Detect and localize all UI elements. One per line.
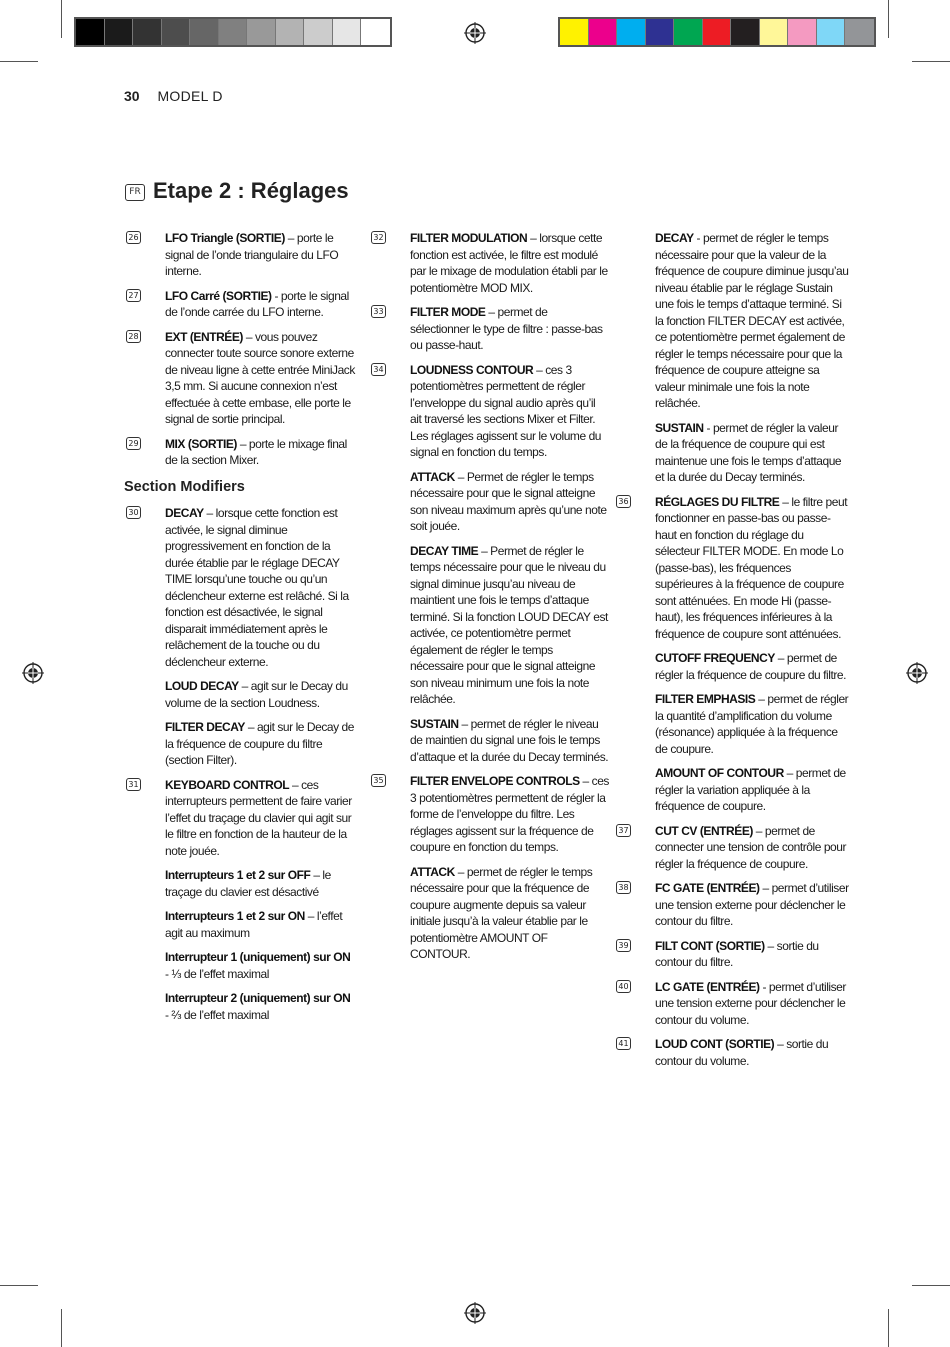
calibration-swatch	[219, 19, 248, 45]
sub-entry	[124, 990, 356, 1023]
entry-term: LOUD DECAY	[165, 679, 239, 693]
entry-text: – le traçage du clavier est désactivé	[165, 868, 331, 899]
entry-text: – lorsque cette fonction est activée, le signal diminue progressivement en fonction de la durée établie par le réglage DECAY TIME lorsqu’une touche ou qu’un déclencheur externe est relâché. Si la fonction est désactivée, le signal disparait immédiatement après le relâchement de la touche ou du déclencheur externe.	[165, 506, 349, 669]
entry-34	[369, 362, 609, 461]
entry-term: LOUDNESS CONTOUR	[410, 362, 534, 377]
entry-term: DECAY	[165, 506, 204, 520]
entry-text: – ces 3 potentiomètres permettent de régler l’enveloppe du signal audio après qu’il ait traversé les sections Mixer et Filter. Les réglages agissent sur le volume du signal en fonction du temps.	[410, 362, 602, 459]
entry-term: EXT (ENTRÉE)	[165, 329, 243, 344]
entry-39	[614, 938, 850, 971]
sub-entry	[124, 719, 356, 769]
item-number-badge: 29	[126, 437, 141, 450]
calibration-swatch	[560, 19, 589, 45]
registration-mark-icon	[464, 1302, 486, 1324]
calibration-swatch	[760, 19, 789, 45]
calibration-swatch	[845, 19, 874, 45]
entry-text: - permet d’utiliser une tension externe pour déclencher le contour du volume.	[655, 979, 846, 1027]
entry-text: – ces interrupteurs permettent de faire varier l’effet du traçage du clavier qui agit sur le filtre en fonction de la hauteur de la note jouée.	[165, 777, 352, 858]
entry-term: LOUD CONT (SORTIE)	[655, 1037, 775, 1051]
entry-41	[614, 1036, 850, 1069]
item-number-badge: 38	[616, 881, 631, 894]
sub-entry	[124, 678, 356, 711]
sub-entry	[369, 543, 609, 708]
entry-29	[124, 436, 356, 469]
entry-35	[369, 773, 609, 856]
entry-text: - porte le signal de l’onde carrée du LFO interne.	[165, 288, 349, 319]
calibration-swatch	[133, 19, 162, 45]
calibration-swatch	[589, 19, 618, 45]
calibration-swatch	[617, 19, 646, 45]
entry-27	[124, 288, 356, 321]
item-number-badge: 40	[616, 980, 631, 993]
entry-text: – Permet de régler le temps nécessaire pour que le signal atteigne son niveau maximum après qu’une note soit jouée.	[410, 469, 607, 533]
entry-26	[124, 230, 356, 280]
entry-text: – porte le mixage final de la section Mixer.	[165, 436, 347, 467]
sub-entry	[614, 420, 850, 486]
item-number-badge: 32	[371, 231, 386, 244]
entry-term: FC GATE (ENTRÉE)	[655, 881, 760, 895]
item-number-badge: 26	[126, 231, 141, 244]
entry-text: – permet de régler le niveau de maintien du signal une fois le temps d’attaque et la durée du Decay terminés.	[410, 716, 609, 764]
item-number-badge: 33	[371, 305, 386, 318]
entry-term: FILT CONT (SORTIE)	[655, 938, 765, 953]
entry-text: - permet de régler le temps nécessaire pour que la valeur de la fréquence de coupure diminue jusqu’au niveau établie par le réglage Sustain une fois le temps d’attaque terminé. Si la fonction FILTER DECAY est activée, ce potentiomètre permet également de régler le temps nécessaire pour que la fréquence de coupure atteigne sa valeur minimale une fois la note relâchée.	[655, 231, 849, 410]
entry-term: CUTOFF FREQUENCY	[655, 651, 775, 665]
item-number-badge: 34	[371, 363, 386, 376]
entry-text: – permet de régler la fréquence de coupure du filtre.	[655, 651, 847, 682]
sub-entry	[614, 650, 850, 683]
entry-30	[124, 505, 356, 670]
entry-term: CUT CV (ENTRÉE)	[655, 823, 753, 838]
sub-entry	[614, 691, 850, 757]
calibration-swatch	[361, 19, 390, 45]
calibration-swatch	[76, 19, 105, 45]
entry-term: Interrupteur 1 (uniquement) sur ON	[165, 950, 351, 964]
entry-text: – permet de régler la variation appliquée à la fréquence de coupure.	[655, 766, 846, 813]
entry-38	[614, 880, 850, 930]
calibration-swatch	[333, 19, 362, 45]
calibration-swatch	[674, 19, 703, 45]
entry-text: – lorsque cette fonction est activée, le filtre est modulé par le mixage de modulation établi par le potentiomètre MOD MIX.	[410, 231, 608, 295]
entry-text: – agit sur le Decay du volume de la section Loudness.	[165, 679, 348, 710]
entry-term: FILTER EMPHASIS	[655, 692, 756, 706]
sub-entry	[614, 230, 850, 412]
crop-mark	[912, 1285, 950, 1286]
calibration-swatch	[162, 19, 191, 45]
entry-37	[614, 823, 850, 873]
page-number: 30	[124, 88, 140, 104]
item-number-badge: 41	[616, 1037, 631, 1050]
page-title: Etape 2 : Réglages	[153, 178, 349, 203]
entry-36	[614, 494, 850, 643]
entry-term: DECAY TIME	[410, 543, 479, 558]
calibration-swatch	[190, 19, 219, 45]
crop-mark	[888, 1309, 889, 1347]
registration-mark-icon	[22, 662, 44, 684]
text-column-1	[124, 230, 356, 1031]
entry-text: – agit sur le Decay de la fréquence de coupure du filtre (section Filter).	[165, 720, 354, 767]
item-number-badge: 36	[616, 495, 631, 508]
language-tag: FR	[125, 184, 145, 201]
entry-term: AMOUNT OF CONTOUR	[655, 766, 784, 780]
section-heading: Section Modifiers	[124, 478, 245, 495]
text-column-2	[369, 230, 609, 971]
entry-term: FILTER MODE	[410, 305, 486, 319]
calibration-swatch	[703, 19, 732, 45]
entry-term: Interrupteur 2 (uniquement) sur ON	[165, 991, 351, 1005]
entry-text: – permet de régler le temps nécessaire pour que la fréquence de coupure augmente depuis sa valeur initiale jusqu’à la valeur établie par le potentiomètre AMOUNT OF CONTOUR.	[410, 864, 593, 961]
entry-31	[124, 777, 356, 860]
entry-text: – vous pouvez connecter toute source sonore externe de niveau ligne à cette entrée MiniJack 3,5 mm. Si aucune connexion n’est effectuée à cette embase, elle porte le signal de sortie principal.	[165, 329, 355, 426]
sub-entry	[369, 864, 609, 963]
item-number-badge: 37	[616, 824, 631, 837]
crop-mark	[61, 1309, 62, 1347]
entry-text: – permet de connecter une tension de contrôle pour régler la fréquence de coupure.	[655, 823, 847, 871]
grayscale-calibration-bar	[74, 17, 392, 47]
entry-28	[124, 329, 356, 428]
entry-term: ATTACK	[410, 864, 455, 879]
entry-term: FILTER MODULATION	[410, 231, 528, 245]
sub-entry	[614, 765, 850, 815]
entry-term: ATTACK	[410, 469, 455, 484]
running-header	[124, 88, 223, 104]
entry-text: – Permet de régler le temps nécessaire pour que le niveau du signal diminue jusqu’au niveau de maintient une fois le temps d’attaque terminé. Si la fonction LOUD DECAY est activée, ce potentiomètre permet également de régler le temps nécessaire pour que le signal atteigne son niveau minimum une fois la note relâchée.	[410, 543, 608, 706]
item-number-badge: 35	[371, 774, 386, 787]
entry-text: - ⅓ de l’effet maximal	[165, 966, 269, 981]
color-calibration-bar	[558, 17, 876, 47]
entry-text: – permet de sélectionner le type de filtre : passe-bas ou passe-haut.	[410, 305, 603, 352]
sub-entry	[369, 716, 609, 766]
entry-term: Interrupteurs 1 et 2 sur OFF	[165, 868, 311, 882]
entry-term: FILTER DECAY	[165, 720, 245, 734]
calibration-swatch	[105, 19, 134, 45]
calibration-swatch	[788, 19, 817, 45]
header-title: MODEL D	[157, 88, 223, 104]
entry-text: – sortie du contour du volume.	[655, 1037, 829, 1068]
entry-text: - permet de régler la valeur de la fréquence de coupure qui est maintenue une fois le temps d’attaque et la durée du Decay terminés.	[655, 420, 842, 484]
sub-entry	[124, 949, 356, 982]
crop-mark	[888, 0, 889, 38]
text-column-3	[614, 230, 850, 1077]
calibration-swatch	[817, 19, 846, 45]
calibration-swatch	[247, 19, 276, 45]
entry-term: LFO Triangle (SORTIE)	[165, 231, 285, 245]
item-number-badge: 27	[126, 289, 141, 302]
entry-text: - ⅔ de l’effet maximal	[165, 1007, 269, 1022]
calibration-swatch	[276, 19, 305, 45]
calibration-swatch	[731, 19, 760, 45]
crop-mark	[912, 61, 950, 62]
crop-mark	[0, 1285, 38, 1286]
entry-text: – l’effet agit au maximum	[165, 909, 343, 940]
registration-mark-icon	[906, 662, 928, 684]
item-number-badge: 30	[126, 506, 141, 519]
registration-mark-icon	[464, 22, 486, 44]
entry-term: SUSTAIN	[655, 420, 704, 435]
entry-term: DECAY	[655, 231, 694, 245]
item-number-badge: 28	[126, 330, 141, 343]
item-number-badge: 31	[126, 778, 141, 791]
entry-text: – permet de régler la quantité d’amplification du volume (résonance) appliquée à la fréquence de coupure.	[655, 692, 849, 756]
sub-entry	[369, 469, 609, 535]
entry-text: – ces 3 potentiomètres permettent de régler la forme de l’enveloppe du filtre. Les réglages agissent sur la fréquence de coupure en fonction du temps.	[410, 774, 609, 854]
crop-mark	[0, 61, 38, 62]
entry-text: – porte le signal de l’onde triangulaire du LFO interne.	[165, 231, 339, 278]
entry-text: – sortie du contour du filtre.	[655, 938, 819, 969]
sub-entry	[124, 908, 356, 941]
sub-entry	[124, 867, 356, 900]
calibration-swatch	[646, 19, 675, 45]
entry-32	[369, 230, 609, 296]
entry-term: SUSTAIN	[410, 716, 459, 731]
crop-mark	[61, 0, 62, 38]
entry-33	[369, 304, 609, 354]
item-number-badge: 39	[616, 939, 631, 952]
entry-term: MIX (SORTIE)	[165, 436, 237, 451]
entry-term: RÉGLAGES DU FILTRE	[655, 494, 780, 509]
calibration-swatch	[304, 19, 333, 45]
entry-term: LFO Carré (SORTIE)	[165, 288, 272, 303]
entry-term: FILTER ENVELOPE CONTROLS	[410, 774, 580, 788]
entry-40	[614, 979, 850, 1029]
entry-term: Interrupteurs 1 et 2 sur ON	[165, 909, 305, 923]
entry-term: LC GATE (ENTRÉE)	[655, 979, 760, 994]
entry-text: – le filtre peut fonctionner en passe-bas ou passe-haut en fonction du réglage du sélecteur FILTER MODE. En mode Lo (passe-bas), les fréquences supérieures à la fréquence de coupure sont atténuées. En mode Hi (passe-haut), les fréquences inférieures à la fréquence de coupure sont atténuées.	[655, 494, 848, 641]
entry-text: – permet d’utiliser une tension externe pour déclencher le contour du filtre.	[655, 881, 849, 928]
entry-term: KEYBOARD CONTROL	[165, 777, 290, 792]
